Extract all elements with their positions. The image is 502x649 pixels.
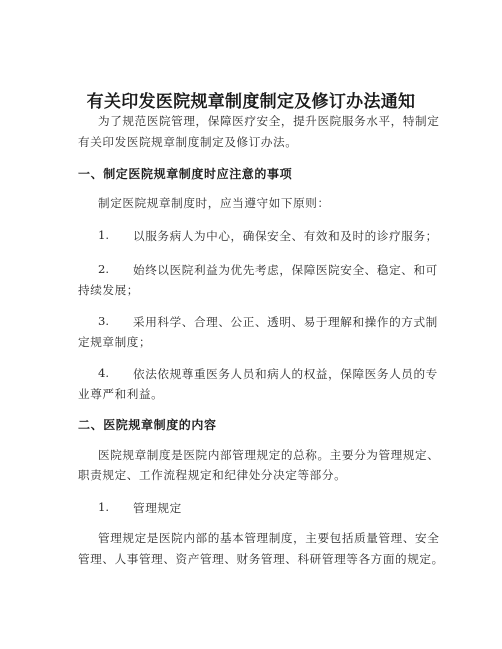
- subsection-1-number: 1.: [98, 500, 110, 514]
- section-1-heading: 一、制定医院规章制度时应注意的事项: [78, 167, 293, 181]
- item-3-text-line-1: 采用科学、合理、公正、透明、易于理解和操作的方式制: [133, 315, 438, 329]
- subsection-1-para-line-1: 管理规定是医院内部的基本管理制度，主要包括质量管理、安全: [98, 531, 440, 545]
- subsection-1-para-line-2: 管理、人事管理、资产管理、财务管理、科研管理等各方面的规定。: [78, 552, 444, 566]
- item-3-number: 3.: [98, 314, 110, 328]
- section-2-heading: 二、医院规章制度的内容: [78, 418, 217, 432]
- item-1-text: 以服务病人为中心，确保安全、有效和及时的诊疗服务；: [133, 229, 438, 243]
- item-4-text-line-2: 业尊严和利益。: [78, 387, 164, 401]
- subsection-1-label: 管理规定: [133, 501, 182, 515]
- item-2-text-line-2: 持续发展；: [78, 283, 139, 297]
- intro-line-2: 有关印发医院规章制度制定及修订办法。: [78, 135, 298, 149]
- item-2-text-line-1: 始终以医院利益为优先考虑，保障医院安全、稳定、和可: [133, 263, 438, 277]
- section-1-lead: 制定医院规章制度时，应当遵守如下原则：: [98, 196, 330, 210]
- section-2-para-line-1: 医院规章制度是医院内部管理规定的总称。主要分为管理规定、: [98, 448, 440, 462]
- document-title: 有关印发医院规章制度制定及修订办法通知: [86, 92, 416, 112]
- section-2-para-line-2: 职责规定、工作流程规定和纪律处分决定等部分。: [78, 468, 347, 482]
- item-2-number: 2.: [98, 262, 110, 276]
- item-4-number: 4.: [98, 366, 110, 380]
- item-3-text-line-2: 定规章制度；: [78, 335, 152, 349]
- item-1-number: 1.: [98, 228, 110, 242]
- item-4-text-line-1: 依法依规尊重医务人员和病人的权益，保障医务人员的专: [133, 367, 438, 381]
- intro-line-1: 为了规范医院管理，保障医疗安全，提升医院服务水平，特制定: [98, 114, 440, 128]
